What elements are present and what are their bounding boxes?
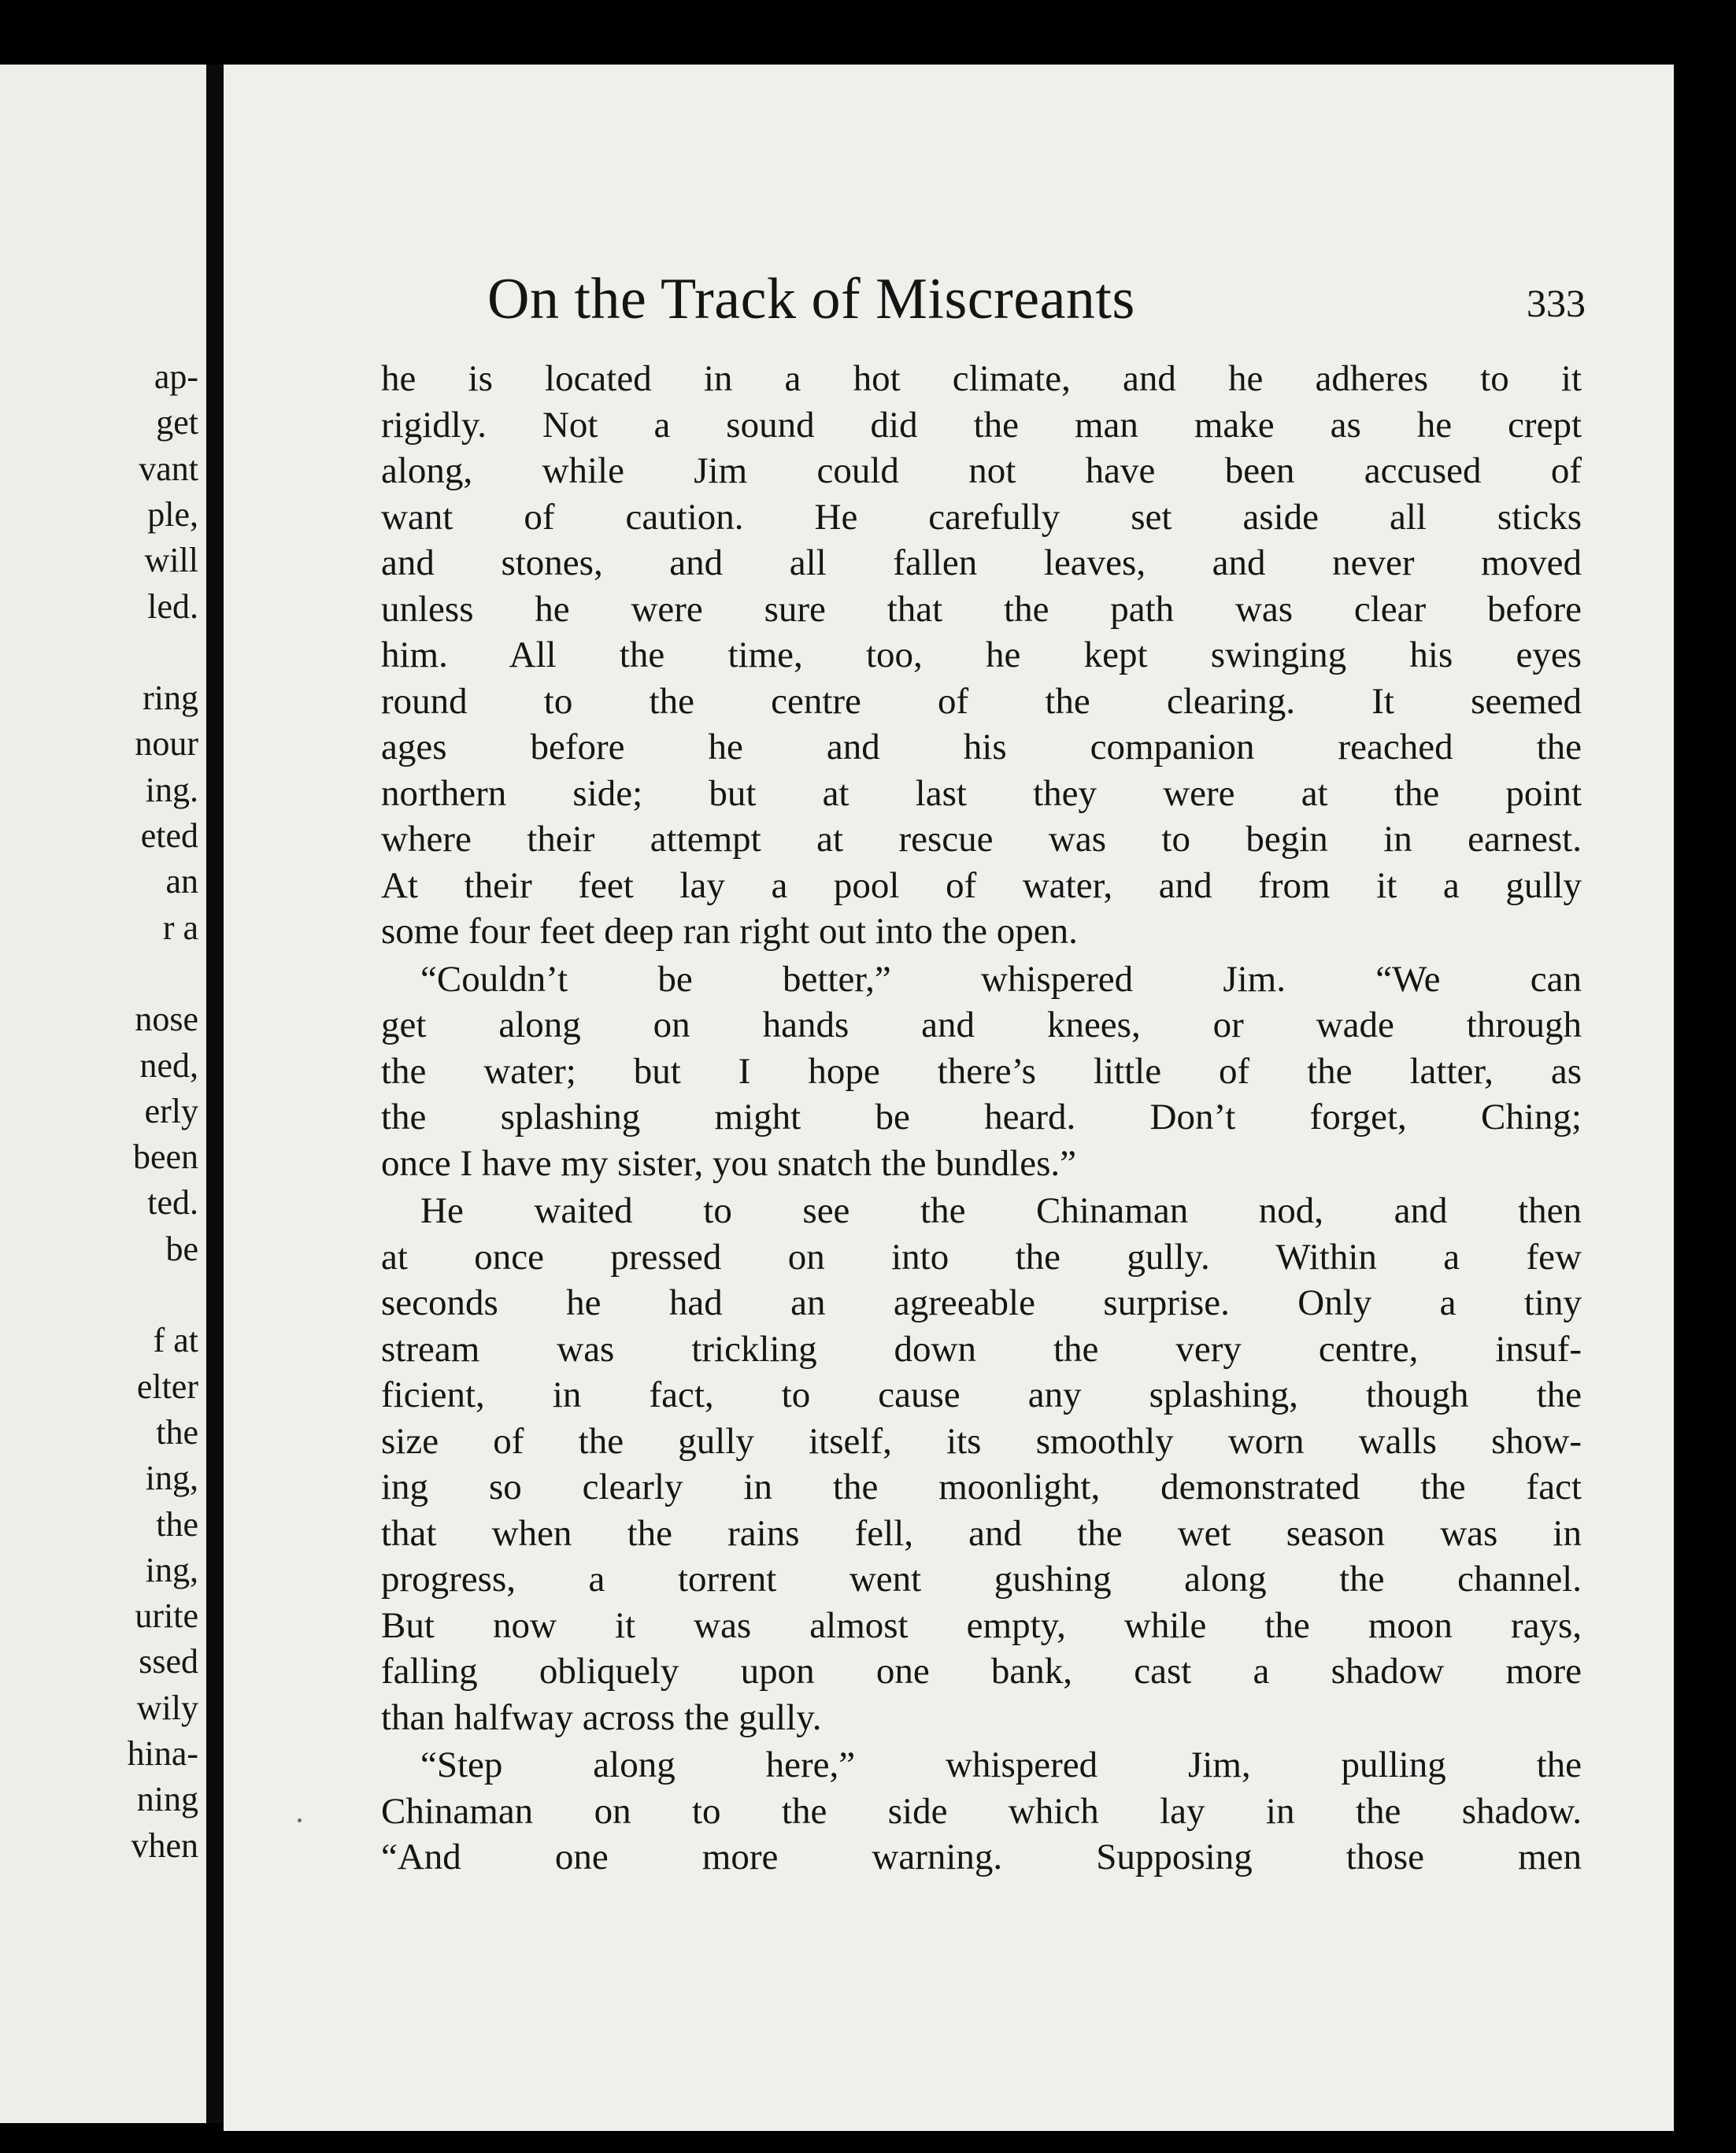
text-line: at once pressed on into the gully. Within a few — [381, 1236, 1582, 1278]
text-line: ficient, in fact, to cause any splashing, though the — [381, 1374, 1582, 1415]
book-gutter — [206, 65, 224, 2123]
facing-page-fragment: hina- — [127, 1734, 198, 1773]
text-line: falling obliquely upon one bank, cast a shadow more — [381, 1651, 1582, 1692]
facing-page-fragment: ing. — [145, 770, 198, 809]
text-line: him. All the time, too, he kept swinging his eyes — [381, 634, 1582, 675]
text-line: where their attempt at rescue was to begin in earnest. — [381, 819, 1582, 860]
facing-page-fragment: elter — [136, 1367, 198, 1406]
text-line: seconds he had an agreeable surprise. Only a tiny — [381, 1282, 1582, 1323]
facing-page-fragment: ple, — [147, 494, 198, 534]
text-line: stream was trickling down the very centre, insuf- — [381, 1328, 1582, 1370]
facing-page-fragment: f at — [153, 1321, 198, 1360]
facing-page — [0, 65, 206, 2123]
text-line: “And one more warning. Supposing those men — [381, 1837, 1582, 1877]
chapter-title: On the Track of Miscreants — [487, 267, 1135, 331]
facing-page-fragment: led. — [147, 586, 198, 626]
text-line: rigidly. Not a sound did the man make as he crept — [381, 404, 1582, 446]
text-line: Chinaman on to the side which lay in the shadow. — [381, 1790, 1582, 1832]
facing-page-fragment: the — [156, 1504, 198, 1544]
text-line: But now it was almost empty, while the moon rays, — [381, 1604, 1582, 1646]
facing-page-fragment: wily — [136, 1688, 198, 1727]
text-line: than halfway across the gully. — [381, 1696, 822, 1738]
body-text — [381, 356, 1582, 1881]
text-line: along, while Jim could not have been accused of — [381, 450, 1582, 491]
text-line: progress, a torrent went gushing along the channel. — [381, 1559, 1582, 1600]
text-line: get along on hands and knees, or wade through — [381, 1004, 1582, 1045]
facing-page-fragment: will — [144, 541, 198, 580]
text-line: unless he were sure that the path was clear before — [381, 588, 1582, 630]
facing-page-fragment: the — [156, 1412, 198, 1452]
facing-page-fragment: nose — [135, 1000, 198, 1039]
facing-page-fragment: erly — [144, 1091, 198, 1130]
text-line: size of the gully itself, its smoothly worn walls show- — [381, 1420, 1582, 1462]
facing-page-fragment: an — [165, 862, 198, 901]
facing-page-fragment: r a — [162, 908, 198, 947]
facing-page-fragment: ning — [136, 1780, 198, 1819]
text-line: once I have my sister, you snatch the bundles.” — [381, 1142, 1077, 1184]
text-line: that when the rains fell, and the wet season was in — [381, 1512, 1582, 1554]
facing-page-fragment: ssed — [139, 1642, 198, 1681]
facing-page-fragment: vant — [139, 449, 198, 488]
text-line: ing so clearly in the moonlight, demonstrated the fact — [381, 1467, 1582, 1507]
facing-page-fragment: ap- — [154, 357, 198, 396]
text-line: he is located in a hot climate, and he adheres to it — [381, 358, 1582, 399]
facing-page-fragment: ring — [143, 679, 198, 718]
facing-page-fragment: ned, — [139, 1045, 198, 1085]
text-line: northern side; but at last they were at the point — [381, 772, 1582, 814]
facing-page-fragment: urite — [135, 1596, 198, 1636]
facing-page-fragment: get — [156, 403, 198, 442]
text-line: the water; but I hope there’s little of the latter, as — [381, 1050, 1582, 1092]
text-line: He waited to see the Chinaman nod, and then — [420, 1190, 1582, 1231]
text-line: round to the centre of the clearing. It seemed — [381, 680, 1582, 722]
page-number: 333 — [1527, 281, 1586, 325]
facing-page-fragment: be — [165, 1229, 198, 1268]
text-line: “Couldn’t be better,” whispered Jim. “We can — [420, 958, 1582, 1000]
facing-page-fragment: ing, — [145, 1459, 198, 1498]
text-line: some four feet deep ran right out into the open. — [381, 911, 1078, 952]
text-line: “Step along here,” whispered Jim, pulling the — [420, 1744, 1582, 1785]
facing-page-fragment: nour — [135, 724, 198, 764]
text-line: the splashing might be heard. Don’t forget, Ching; — [381, 1097, 1582, 1138]
facing-page-fragment: ted. — [147, 1183, 198, 1223]
facing-page-fragment: been — [132, 1138, 198, 1177]
text-line: and stones, and all fallen leaves, and never moved — [381, 542, 1582, 583]
facing-page-fragment: eted — [140, 816, 198, 855]
paper-speck — [298, 1818, 302, 1822]
book-page — [224, 65, 1674, 2131]
text-line: At their feet lay a pool of water, and from it a gully — [381, 864, 1582, 906]
running-head — [487, 260, 1586, 338]
text-line: want of caution. He carefully set aside all sticks — [381, 496, 1582, 538]
facing-page-fragment: vhen — [131, 1826, 198, 1865]
facing-page-fragment: ing, — [145, 1550, 198, 1589]
text-line: ages before he and his companion reached the — [381, 727, 1582, 768]
